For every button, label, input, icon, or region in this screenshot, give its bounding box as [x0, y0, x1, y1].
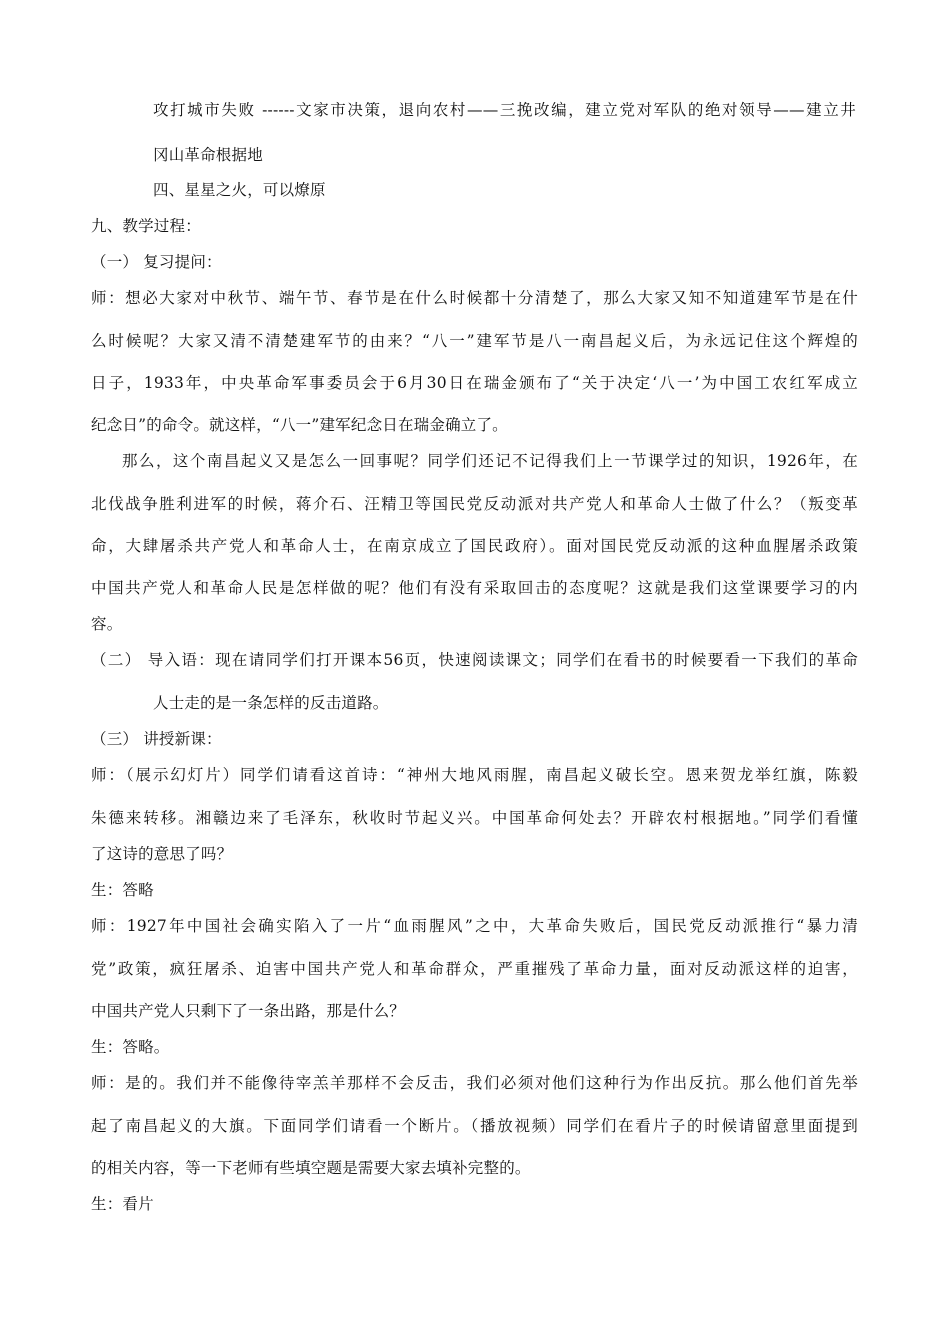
paragraph-line: 中国共产党人只剩下了一条出路，那是什么？	[91, 1002, 406, 1020]
subheading-introduction: （二） 导入语：现在请同学们打开课本56页，快速阅读课文；同学们在看书的时候要看一下我们的革命	[91, 651, 858, 669]
paragraph-line: 师：想必大家对中秋节、端午节、春节是在什么时候都十分清楚了，那么大家又知不知道建军节是在什	[91, 289, 858, 307]
paragraph-line: 么时候呢？大家又清不清楚建军节的由来？“八一”建军节是八一南昌起义后，为永远记住这个辉煌的	[91, 332, 858, 350]
paragraph-line: 朱德来转移。湘赣边来了毛泽东，秋收时节起义兴。中国革命何处去？开辟农村根据地。”同学们看懂	[91, 809, 858, 827]
paragraph-line: 容。	[91, 615, 123, 633]
paragraph-line: 中国共产党人和革命人民是怎样做的呢？他们有没有采取回击的态度呢？这就是我们这堂课要学习的内	[91, 579, 858, 597]
paragraph-line: 北伐战争胜利进军的时候，蒋介石、汪精卫等国民党反动派对共产党人和革命人士做了什么？（叛变革	[91, 495, 858, 513]
section-heading-nine: 九、教学过程：	[91, 217, 201, 235]
paragraph-line: 起了南昌起义的大旗。下面同学们请看一个断片。（播放视频）同学们在看片子的时候请留意里面提到	[91, 1117, 858, 1135]
paragraph-line: 党”政策，疯狂屠杀、迫害中国共产党人和革命群众，严重摧残了革命力量，面对反动派这样的迫害，	[91, 960, 858, 978]
student-answer: 生：答略	[91, 881, 154, 899]
outline-line-2: 冈山革命根据地	[153, 146, 263, 164]
paragraph-line: 那么，这个南昌起义又是怎么一回事呢？同学们还记不记得我们上一节课学过的知识，1926年，在	[122, 452, 858, 470]
outline-line-1: 攻打城市失败 ------文家市决策，退向农村——三挽改编，建立党对军队的绝对领导——建立井	[153, 101, 856, 119]
paragraph-line: 了这诗的意思了吗？	[91, 845, 233, 863]
paragraph-line: 师：1927年中国社会确实陷入了一片“血雨腥风”之中，大革命失败后，国民党反动派推行“暴力清	[91, 917, 858, 935]
paragraph-line: 师：是的。我们并不能像待宰羔羊那样不会反击，我们必须对他们这种行为作出反抗。那么他们首先举	[91, 1074, 858, 1092]
paragraph-line: 的相关内容，等一下老师有些填空题是需要大家去填补完整的。	[91, 1159, 531, 1177]
paragraph-line: 日子，1933年，中央革命军事委员会于6月30日在瑞金颁布了“关于决定‘八一’为中国工农红军成立	[91, 374, 858, 392]
paragraph-line: 人士走的是一条怎样的反击道路。	[153, 694, 389, 712]
paragraph-line: 命，大肆屠杀共产党人和革命人士，在南京成立了国民政府）。面对国民党反动派的这种血腥屠杀政策	[91, 537, 858, 555]
student-answer: 生：看片	[91, 1195, 154, 1213]
subheading-new-lesson: （三） 讲授新课：	[91, 730, 222, 748]
paragraph-line: 师：（展示幻灯片）同学们请看这首诗：“神州大地风雨腥，南昌起义破长空。恩来贺龙举红旗，陈毅	[91, 766, 858, 784]
student-answer: 生：答略。	[91, 1038, 170, 1056]
outline-heading-four: 四、星星之火，可以燎原	[153, 181, 326, 199]
subheading-review: （一） 复习提问：	[91, 253, 222, 271]
paragraph-line: 纪念日”的命令。就这样，“八一”建军纪念日在瑞金确立了。	[91, 416, 508, 434]
